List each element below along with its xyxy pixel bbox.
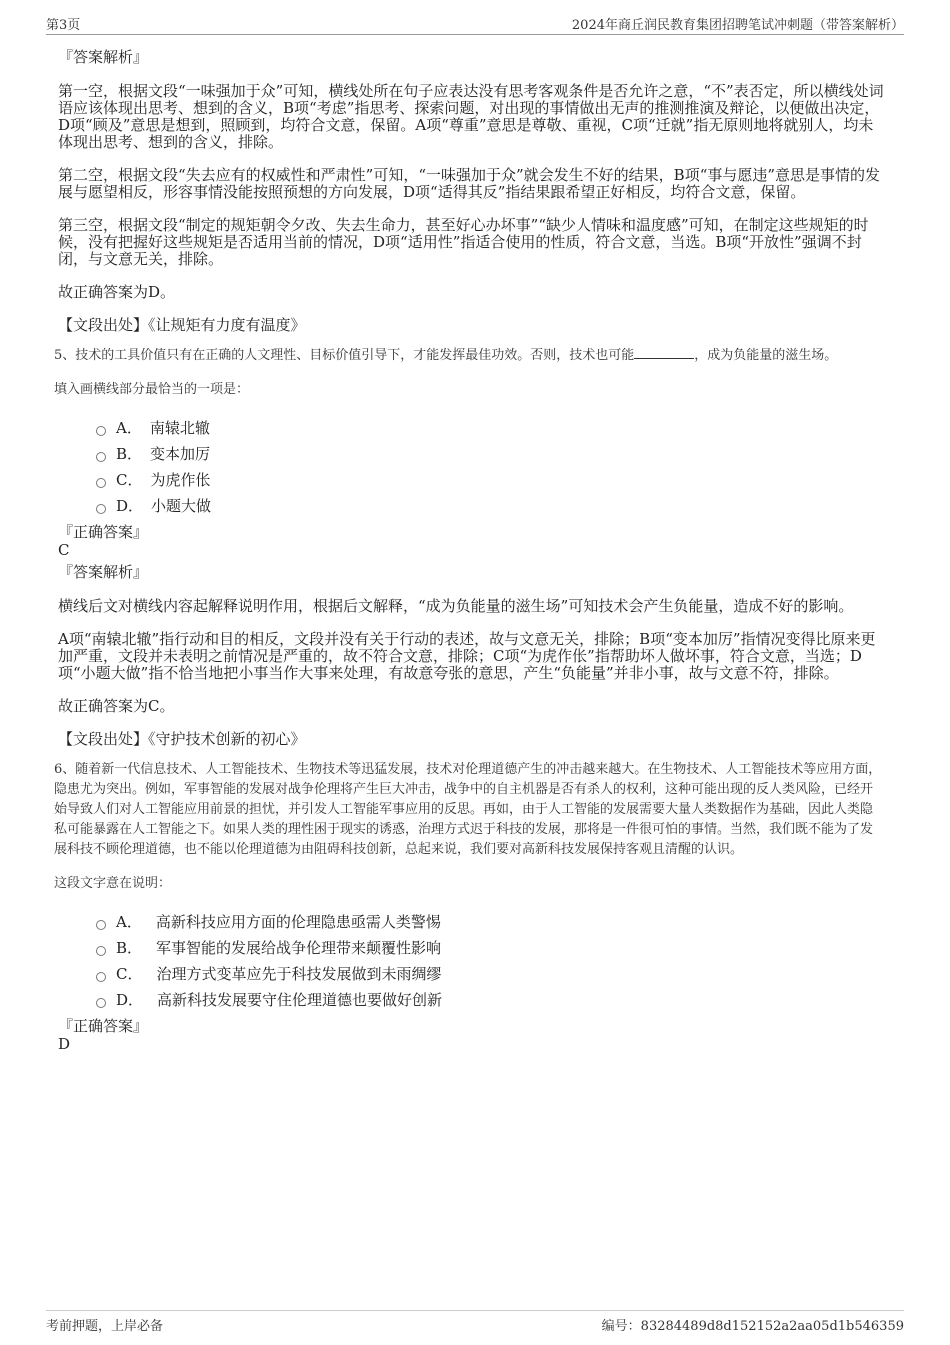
- q5-analysis-para-2: A项“南辕北辙”指行动和目的相反，文段并没有关于行动的表述，故与文意无关，排除；B项“变本加厉”指情况变得比原来更加严重，文段并未表明之前情况是严重的，故不符合文意，排除；C项“为虎作伥”指帮助坏人做坏事，符合文意，当选；D项“小题大做”指不恰当地把小事当作大事来处理，有故意夸张的意思，产生“负能量”并非小事，故与文意不符，排除。: [58, 630, 876, 682]
- radio-icon[interactable]: [96, 504, 106, 514]
- q5-option-d[interactable]: [96, 493, 884, 519]
- option-text: 南辕北辙: [149, 419, 210, 437]
- q4-analysis-para-1: 第一空，根据文段“一味强加于众”可知，横线处所在句子应表达没有思考客观条件是否允许之意，“不”表否定，所以横线处词语应该体现出思考、想到的含义，B项“考虑”指思考、探索问题，对出现的事情做出无声的推测推演及辩论，以便做出决定，D项“顾及”意思是想到，照顾到，均符合文意，保留。A项“尊重”意思是尊敬、重视，C项“迁就”指无原则地将就别人，均未体现出思考、想到的含义，排除。: [58, 82, 884, 151]
- q4-source: 【文段出处】《让规矩有力度有温度》: [58, 316, 306, 334]
- radio-icon[interactable]: [96, 946, 106, 956]
- q5-option-c[interactable]: [96, 467, 884, 493]
- option-letter: C．: [116, 471, 143, 489]
- page-footer: [46, 1310, 904, 1335]
- q5-question-before: 5、技术的工具价值只有在正确的人文理性、目标价值引导下，才能发挥最佳功效。否则，技术也可能: [54, 348, 635, 363]
- q6-option-d[interactable]: [96, 987, 884, 1013]
- page-header: [46, 14, 904, 35]
- option-text: 高新科技发展要守住伦理道德也要做好创新: [157, 991, 443, 1009]
- option-text: 军事智能的发展给战争伦理带来颠覆性影响: [156, 939, 442, 957]
- option-letter: D．: [116, 497, 144, 515]
- q5-option-a[interactable]: [96, 415, 884, 441]
- option-letter: A．: [116, 913, 142, 931]
- q5-options: [96, 415, 884, 519]
- q6-option-c[interactable]: [96, 961, 884, 987]
- option-letter: C．: [116, 965, 143, 983]
- q6-question: 6、随着新一代信息技术、人工智能技术、生物技术等迅猛发展，技术对伦理道德产生的冲击越来越大。在生物技术、人工智能技术等应用方面，隐患尤为突出。例如，军事智能的发展对战争伦理将产生巨大冲击，战争中的自主机器是否有杀人的权利，这种可能出现的反人类风险，已经开始导致人们对人工智能应用前景的担忧，并引发人工智能军事应用的反思。再如，由于人工智能的发展需要大量人类数据作为基础，因此人类隐私可能暴露在人工智能之下。如果人类的理性困于现实的诱惑，治理方式迟于科技的发展，那将是一件很可怕的事情。当然，我们既不能为了发展科技不顾伦理道德，也不能以伦理道德为由阻碍科技创新，总起来说，我们要对高新科技发展保持客观且清醒的认识。: [54, 762, 882, 857]
- option-letter: D．: [116, 991, 144, 1009]
- q4-analysis-para-3: 第三空，根据文段“制定的规矩朝令夕改、失去生命力，甚至好心办坏事”“缺少人情味和温度感”可知，在制定这些规矩的时候，没有把握好这些规矩是否适用当前的情况，D项“适用性”指适合使用的性质，符合文意，当选。B项“开放性”强调不封闭，与文意无关，排除。: [58, 216, 869, 268]
- page-number: 第3页: [46, 18, 81, 33]
- q6-options: [96, 909, 884, 1013]
- q6-option-b[interactable]: [96, 935, 884, 961]
- radio-icon[interactable]: [96, 998, 106, 1008]
- footer-slogan: 考前押题，上岸必备: [46, 1319, 164, 1334]
- radio-icon[interactable]: [96, 452, 106, 462]
- q4-analysis-label: 『答案解析』: [58, 48, 149, 66]
- q5-source: 【文段出处】《守护技术创新的初心》: [58, 730, 306, 748]
- q5-question-after: ，成为负能量的滋生场。: [694, 348, 838, 363]
- radio-icon[interactable]: [96, 972, 106, 982]
- q4-analysis-para-2: 第二空，根据文段“失去应有的权威性和严肃性”可知，“一味强加于众”就会发生不好的结果，B项“事与愿违”意思是事情的发展与愿望相反，形容事情没能按照预想的方向发展，D项“适得其反”指结果跟希望正好相反，均符合文意，保留。: [58, 166, 881, 201]
- q4-conclusion: 故正确答案为D。: [58, 283, 176, 301]
- q5-prompt: 填入画横线部分最恰当的一项是：: [54, 382, 250, 397]
- document-id: 编号：83284489d8d152152a2aa05d1b546359: [601, 1319, 904, 1334]
- radio-icon[interactable]: [96, 478, 106, 488]
- q5-conclusion: 故正确答案为C。: [58, 697, 175, 715]
- q6-correct-answer: D: [58, 1035, 71, 1053]
- q6-prompt: 这段文字意在说明：: [54, 876, 172, 891]
- q6-option-a[interactable]: [96, 909, 884, 935]
- option-text: 小题大做: [151, 497, 212, 515]
- option-letter: B．: [116, 445, 143, 463]
- option-text: 为虎作伥: [150, 471, 211, 489]
- q5-correct-label: 『正确答案』: [58, 523, 149, 541]
- radio-icon[interactable]: [96, 920, 106, 930]
- option-text: 高新科技应用方面的伦理隐患亟需人类警惕: [155, 913, 441, 931]
- option-text: 治理方式变革应先于科技发展做到未雨绸缪: [156, 965, 442, 983]
- option-letter: B．: [116, 939, 143, 957]
- q5-correct-answer: C: [58, 541, 70, 559]
- radio-icon[interactable]: [96, 426, 106, 436]
- q5-option-b[interactable]: [96, 441, 884, 467]
- document-title: 2024年商丘润民教育集团招聘笔试冲刺题（带答案解析）: [571, 18, 904, 33]
- option-letter: A．: [116, 419, 142, 437]
- q6-correct-label: 『正确答案』: [58, 1017, 149, 1035]
- q5-analysis-para-1: 横线后文对横线内容起解释说明作用，根据后文解释，“成为负能量的滋生场”可知技术会产生负能量，造成不好的影响。: [58, 597, 854, 615]
- option-text: 变本加厉: [150, 445, 211, 463]
- q5-question: [54, 346, 884, 366]
- answer-blank: [634, 346, 694, 359]
- q5-analysis-label: 『答案解析』: [58, 563, 149, 581]
- page-content: [54, 44, 884, 1053]
